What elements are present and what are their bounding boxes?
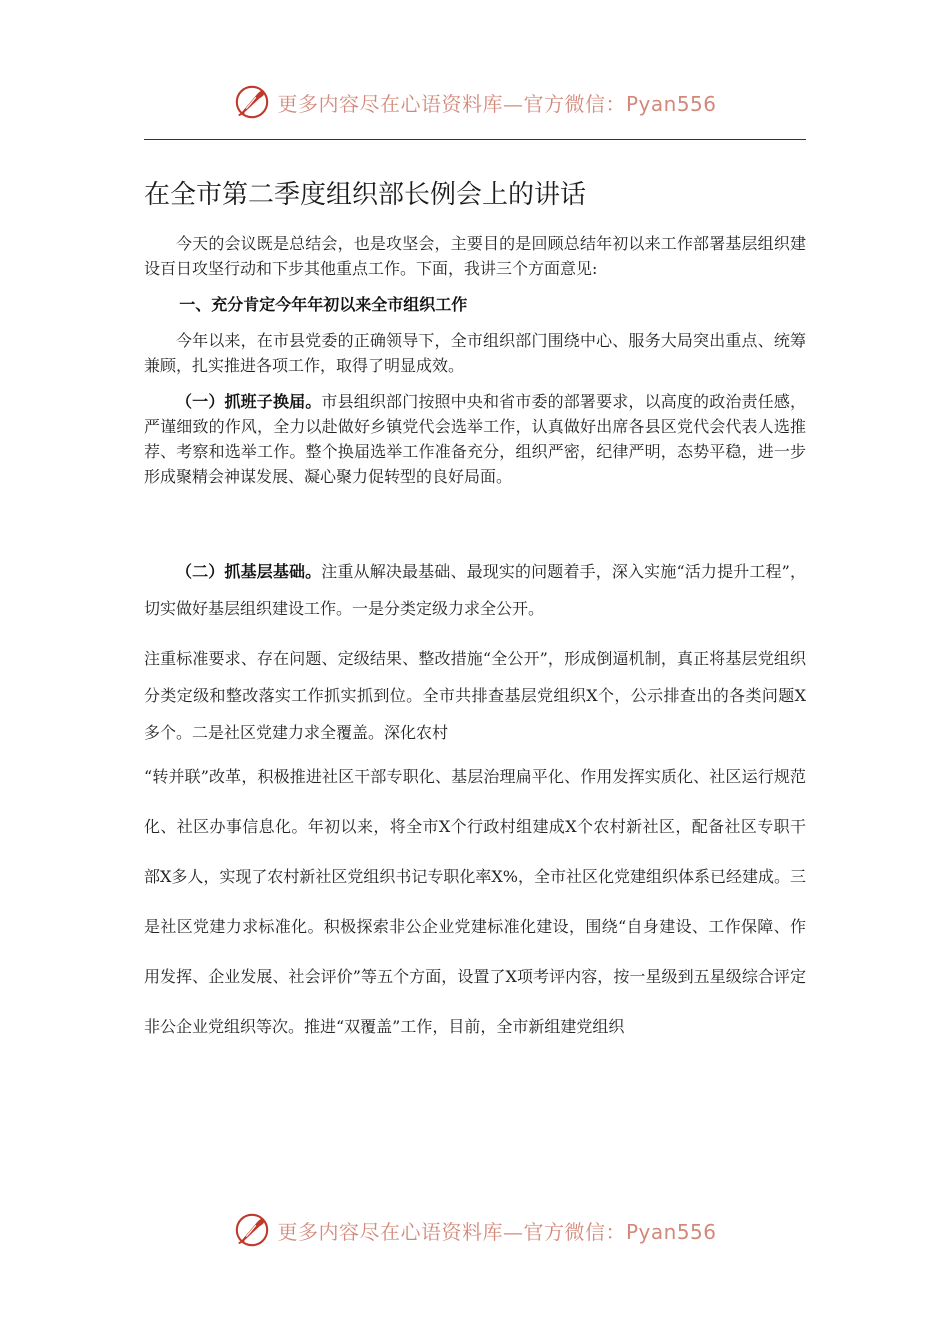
wechat-id: Pyan556 xyxy=(625,91,717,116)
feather-pen-icon xyxy=(233,83,271,121)
watermark-text-bottom: 更多内容尽在心语资料库—官方微信：Pyan556 xyxy=(277,1219,717,1244)
item-lead-2: （二）抓基层基础。 xyxy=(176,562,322,581)
watermark-banner-top xyxy=(0,80,950,124)
item-text-1: 市县组织部门按照中央和省市委的部署要求，以高度的政治责任感，严谨细致的作风，全力以赴做好乡镇党代会选举工作，认真做好出席各县区党代会代表人选推荐、考察和选举工作。整个换届选举工作准备充分，组织严密，纪律严明，态势平稳，进一步形成聚精会神谋发展、凝心聚力促转型的良好局面。 xyxy=(144,392,806,486)
document-body-lower xyxy=(144,752,806,1052)
section-heading: 一、充分肯定今年年初以来全市组织工作 xyxy=(179,295,468,314)
watermark-text: 更多内容尽在心语资料库—官方微信：Pyan556 xyxy=(277,91,717,116)
item-paragraph-1 xyxy=(144,389,806,489)
document-body-middle xyxy=(144,640,806,751)
item-paragraph-2-final: “转并联”改革，积极推进社区干部专职化、基层治理扁平化、作用发挥实质化、社区运行规范化、社区办事信息化。年初以来，将全市X个行政村组建成X个农村新社区，配备社区专职干部X多人，实现了农村新社区党组织书记专职化率X%，全市社区化党建组织体系已经建成。三是社区党建力求标准化。积极探索非公企业党建标准化建设，围绕“自身建设、工作保障、作用发挥、企业发展、社会评价”等五个方面，设置了X项考评内容，按一星级到五星级综合评定非公企业党组织等次。推进“双覆盖”工作，目前，全市新组建党组织 xyxy=(144,767,806,1036)
watermark-banner-bottom xyxy=(0,1208,950,1252)
section-paragraph: 今年以来，在市县党委的正确领导下，全市组织部门围绕中心、服务大局突出重点、统筹兼顾，扎实推进各项工作，取得了明显成效。 xyxy=(144,331,806,375)
item-paragraph-2 xyxy=(144,553,806,627)
header-divider xyxy=(144,139,806,140)
document-body-item2 xyxy=(144,553,806,627)
document-title: 在全市第二季度组织部长例会上的讲话 xyxy=(144,180,587,210)
item-text-2a: 注重从解决最基础、最现实的问题着手，深入实施“活力提升工程”，切实做好基层组织建设工作。一是分类定级力求全公开。 xyxy=(144,562,806,618)
item-lead-1: （一）抓班子换届。 xyxy=(176,392,322,411)
wechat-id-bottom: Pyan556 xyxy=(625,1219,717,1244)
intro-paragraph: 今天的会议既是总结会，也是攻坚会，主要目的是回顾总结年初以来工作部署基层组织建设百日攻坚行动和下步其他重点工作。下面，我讲三个方面意见: xyxy=(144,234,806,278)
feather-pen-icon xyxy=(233,1211,271,1249)
item-paragraph-2-continued: 注重标准要求、存在问题、定级结果、整改措施“全公开”，形成倒逼机制，真正将基层党组织分类定级和整改落实工作抓实抓到位。全市共排查基层党组织X个，公示排查出的各类问题X多个。二是社区党建力求全覆盖。深化农村 xyxy=(144,649,806,742)
document-body-upper xyxy=(144,231,806,489)
